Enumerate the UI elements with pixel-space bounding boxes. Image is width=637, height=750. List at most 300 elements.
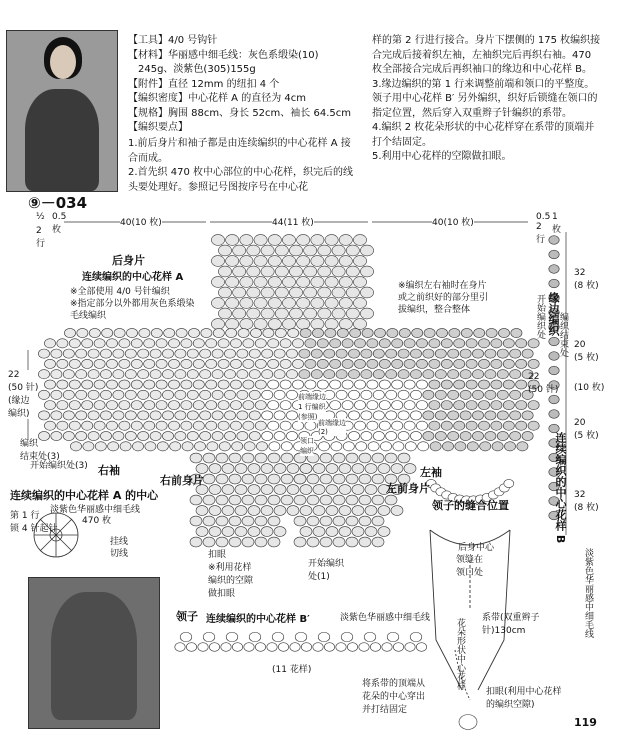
motif-cell: [237, 370, 248, 379]
motif-cell: [454, 359, 465, 368]
motif-cell: [209, 643, 219, 652]
vdim-4: 20 (5 枚): [574, 418, 599, 441]
motif-cell: [226, 277, 239, 288]
step-4: 4.编织 2 枚花朵形状的中心花样穿在系带的顶端并打个结固定。: [372, 122, 595, 148]
motif-cell: [348, 411, 359, 420]
motif-cell: [362, 328, 373, 337]
motif-cell: [510, 411, 521, 420]
motif-cell: [216, 474, 228, 484]
motif-cell: [282, 319, 295, 330]
motif-cell: [168, 339, 179, 348]
motif-cell: [392, 401, 403, 410]
motif-cell: [353, 256, 366, 267]
motif-cell: [354, 380, 365, 389]
motif-cell: [70, 442, 81, 451]
motif-cell: [281, 495, 293, 505]
motif-cell: [346, 453, 358, 463]
motif-cell: [100, 390, 111, 399]
motif-cell: [229, 453, 241, 463]
motif-cell: [474, 328, 485, 337]
motif-cell: [318, 442, 329, 451]
motif-cell: [346, 287, 359, 298]
motif-cell: [392, 359, 403, 368]
motif-cell: [88, 411, 99, 420]
motif-cell: [346, 495, 358, 505]
motif-cell: [374, 328, 385, 337]
motif-cell: [156, 339, 167, 348]
motif-cell: [398, 370, 409, 379]
motif-cell: [255, 453, 267, 463]
motif-cell: [254, 235, 267, 246]
motif-cell: [286, 431, 297, 440]
motif-cell: [268, 339, 279, 348]
motif-cell: [162, 431, 173, 440]
motif-cell: [410, 632, 422, 642]
motif-cell: [339, 277, 352, 288]
motif-cell: [218, 401, 229, 410]
motif-cell: [324, 643, 334, 652]
motif-cell: [313, 643, 323, 652]
motif-cell: [242, 474, 254, 484]
motif-cell: [372, 453, 384, 463]
motif-cell: [255, 537, 267, 547]
motif-cell: [76, 431, 87, 440]
motif-cell: [181, 359, 192, 368]
motif-cell: [294, 495, 306, 505]
motif-cell: [292, 380, 303, 389]
motif-cell: [528, 401, 539, 410]
motif-cell: [348, 390, 359, 399]
legend-slip: 挂线: [110, 537, 129, 547]
motif-cell: [240, 319, 253, 330]
motif-cell: [346, 537, 358, 547]
edge-label: 缘边编织: [547, 292, 560, 336]
left-end: 编织 结束处(3): [20, 439, 60, 462]
motif-cell: [82, 380, 93, 389]
motif-cell: [352, 464, 364, 474]
motif-cell: [380, 442, 391, 451]
motif-cell: [232, 643, 242, 652]
motif-cell: [190, 453, 202, 463]
motif-cell: [244, 643, 254, 652]
motif-cell: [478, 380, 489, 389]
motif-cell: [454, 380, 465, 389]
motif-cell: [379, 401, 390, 410]
motif-cell: [282, 298, 295, 309]
motif-cell: [88, 349, 99, 358]
motif-cell: [332, 245, 345, 256]
motif-cell: [491, 359, 502, 368]
motif-cell: [237, 431, 248, 440]
motif-cell: [57, 339, 68, 348]
motif-cell: [299, 370, 310, 379]
motif-cell: [272, 632, 284, 642]
motif-cell: [216, 537, 228, 547]
motif-cell: [57, 359, 68, 368]
motif-cell: [416, 421, 427, 430]
motif-cell: [221, 643, 231, 652]
motif-cell: [330, 339, 341, 348]
motif-cell: [549, 236, 559, 245]
motif-cell: [243, 359, 254, 368]
motif-cell: [64, 328, 75, 337]
right-sleeve-label: 右袖: [98, 464, 120, 477]
motif-cell: [472, 370, 483, 379]
motif-cell: [150, 390, 161, 399]
motif-cell: [206, 380, 217, 389]
step-1: 1.前后身片和袖子都是由连续编织的中心花样 A 接合而成。: [128, 138, 351, 164]
motif-cell: [294, 537, 306, 547]
motif-cell: [226, 298, 239, 309]
motif-cell: [497, 370, 508, 379]
motif-cell: [157, 442, 168, 451]
motif-cell: [230, 339, 241, 348]
motif-cell: [320, 474, 332, 484]
model-photo-bottom: [28, 577, 160, 729]
motif-cell: [131, 339, 142, 348]
note-all: ※全部使用 4/0 号针编织: [70, 287, 170, 297]
motif-cell: [305, 339, 316, 348]
motif-cell: [44, 421, 55, 430]
motif-cell: [162, 411, 173, 420]
motif-cell: [261, 527, 273, 537]
motif-cell: [226, 319, 239, 330]
motif-cell: [255, 380, 266, 389]
motif-cell: [348, 431, 359, 440]
motif-cell: [102, 328, 113, 337]
motif-cell: [186, 643, 196, 652]
motif-cell: [156, 359, 167, 368]
note-sleeve-3: 拔编织，整合整体: [398, 305, 471, 315]
motif-cell: [441, 359, 452, 368]
motif-cell: [233, 245, 246, 256]
motif-cell: [313, 527, 325, 537]
motif-cell: [51, 370, 62, 379]
motif-cell: [466, 421, 477, 430]
motif-cell: [175, 431, 186, 440]
motif-cell: [504, 479, 514, 487]
motif-cell: [38, 349, 49, 358]
motif-cell: [76, 411, 87, 420]
motif-cell: [125, 431, 136, 440]
motif-cell: [311, 298, 324, 309]
motif-cell: [485, 411, 496, 420]
motif-cell: [224, 411, 235, 420]
motif-cell: [211, 256, 224, 267]
motif-cell: [311, 235, 324, 246]
edge-end: 编织结束处: [558, 312, 568, 357]
motif-cell: [229, 495, 241, 505]
motif-cell: [398, 411, 409, 420]
motif-cell: [311, 319, 324, 330]
motif-cell: [435, 370, 446, 379]
motif-cell: [480, 442, 491, 451]
motif-cell: [448, 411, 459, 420]
motif-cell: [181, 401, 192, 410]
motif-cell: [320, 495, 332, 505]
motif-cell: [237, 390, 248, 399]
motif-cell: [113, 390, 124, 399]
dim-left-motifs: 0.5 枚: [52, 212, 67, 235]
motif-cell: [212, 370, 223, 379]
motif-cell: [466, 359, 477, 368]
motif-cell: [212, 349, 223, 358]
motif-cell: [250, 328, 261, 337]
motif-cell: [213, 328, 224, 337]
motif-cell: [200, 411, 211, 420]
motif-cell: [275, 328, 286, 337]
motif-cell: [247, 308, 260, 319]
motif-cell: [94, 401, 105, 410]
motif-cell: [359, 474, 371, 484]
motif-cell: [209, 464, 221, 474]
motif-cell: [106, 401, 117, 410]
motif-cell: [442, 442, 453, 451]
motif-cell: [162, 349, 173, 358]
motif-cell: [69, 421, 80, 430]
motif-cell: [429, 401, 440, 410]
motif-cell: [261, 266, 274, 277]
motif-cell: [398, 453, 410, 463]
motif-cell: [386, 390, 397, 399]
motif-cell: [404, 359, 415, 368]
motif-cell: [549, 410, 559, 419]
motif-cell: [516, 359, 527, 368]
spec-key-points: 【编织要点】: [128, 122, 188, 133]
motif-cell: [187, 431, 198, 440]
motif-cell: [365, 485, 377, 495]
motif-cell: [300, 527, 312, 537]
motif-cell: [95, 442, 106, 451]
collar-width: (11 花样): [272, 665, 312, 675]
motif-cell: [504, 442, 515, 451]
motif-cell: [373, 370, 384, 379]
motif-cell: [336, 370, 347, 379]
motif-cell: [168, 421, 179, 430]
motif-cell: [44, 401, 55, 410]
motif-cell: [69, 401, 80, 410]
motif-cell: [286, 349, 297, 358]
motif-cell: [106, 380, 117, 389]
motif-cell: [353, 235, 366, 246]
motif-cell: [320, 453, 332, 463]
vdim-1: 32 (8 枚): [574, 268, 599, 291]
motif-cell: [346, 516, 358, 526]
motif-cell: [304, 245, 317, 256]
motif-cell: [263, 328, 274, 337]
left-start: 开始编织处(3): [30, 461, 88, 471]
motif-cell: [269, 442, 280, 451]
motif-cell: [275, 245, 288, 256]
motif-cell: [94, 380, 105, 389]
motif-cell: [287, 464, 299, 474]
motif-cell: [282, 277, 295, 288]
motif-a-count: 470 枚: [82, 516, 112, 526]
note-sleeve: ※编织左右袖时在身片: [398, 281, 487, 291]
motif-cell: [485, 431, 496, 440]
motif-cell: [240, 277, 253, 288]
motif-cell: [203, 453, 215, 463]
motif-cell: [429, 359, 440, 368]
motif-cell: [206, 359, 217, 368]
motif-cell: [190, 495, 202, 505]
vdim-5: 32 (8 枚): [574, 490, 599, 513]
motif-cell: [459, 715, 477, 730]
motif-cell: [248, 527, 260, 537]
motif-cell: [398, 431, 409, 440]
motif-cell: [187, 370, 198, 379]
motif-cell: [113, 431, 124, 440]
motif-cell: [398, 349, 409, 358]
motif-cell: [114, 328, 125, 337]
motif-cell: [262, 349, 273, 358]
motif-cell: [346, 308, 359, 319]
motif-cell: [255, 401, 266, 410]
motif-cell: [292, 359, 303, 368]
spec-accessory: 【附件】直径 12mm 的纽扣 4 个: [128, 78, 280, 90]
motif-cell: [235, 527, 247, 537]
motif-cell: [410, 431, 421, 440]
motif-cell: [300, 464, 312, 474]
collar-sub: 连续编织的中心花样 B′: [206, 614, 310, 625]
motif-cell: [454, 401, 465, 410]
motif-cell: [188, 328, 199, 337]
motif-cell: [144, 339, 155, 348]
motif-cell: [472, 390, 483, 399]
motif-cell: [274, 527, 286, 537]
motif-cell: [63, 411, 74, 420]
motif-cell: [416, 339, 427, 348]
motif-cell: [326, 506, 338, 516]
motif-b-label: 连续编织的中心花样 B: [554, 432, 567, 544]
motif-cell: [392, 339, 403, 348]
motif-cell: [549, 265, 559, 274]
motif-cell: [354, 421, 365, 430]
motif-cell: [301, 643, 311, 652]
motif-cell: [423, 390, 434, 399]
motif-cell: [373, 390, 384, 399]
motif-cell: [181, 339, 192, 348]
motif-cell: [196, 506, 208, 516]
motif-cell: [44, 339, 55, 348]
motif-cell: [318, 266, 331, 277]
motif-cell: [352, 485, 364, 495]
motif-cell: [346, 266, 359, 277]
motif-cell: [203, 632, 215, 642]
motif-cell: [387, 328, 398, 337]
motif-cell: [261, 245, 274, 256]
motif-cell: [119, 401, 130, 410]
motif-cell: [218, 308, 231, 319]
motif-cell: [342, 359, 353, 368]
motif-cell: [211, 319, 224, 330]
step-2-cont: 样的第 2 行进行接合。身片下摆侧的 175 枚编织接合完成后接着织左袖，左袖织完后再织右袖。470 枚全部接合完成后再织袖口的缘边和中心花样 B。: [372, 35, 601, 75]
motif-cell: [466, 401, 477, 410]
motif-cell: [304, 266, 317, 277]
motif-cell: [212, 411, 223, 420]
motif-cell: [346, 245, 359, 256]
motif-cell: [235, 485, 247, 495]
motif-cell: [119, 339, 130, 348]
motif-cell: [342, 380, 353, 389]
motif-cell: [164, 328, 175, 337]
motif-cell: [429, 421, 440, 430]
motif-cell: [255, 643, 265, 652]
motif-cell: [497, 411, 508, 420]
motif-cell: [497, 431, 508, 440]
motif-cell: [332, 287, 345, 298]
motif-cell: [254, 277, 267, 288]
motif-cell: [448, 349, 459, 358]
spec-material-2: 245g、淡紫色(305)155g: [138, 64, 256, 75]
motif-cell: [342, 401, 353, 410]
motif-cell: [235, 464, 247, 474]
motif-cell: [249, 632, 261, 642]
motif-cell: [325, 277, 338, 288]
motif-cell: [333, 537, 345, 547]
motif-cell: [367, 401, 378, 410]
vdim-2: 20 (5 枚): [574, 340, 599, 363]
motif-cell: [311, 256, 324, 267]
collar-sew: 领缝在 领口处: [456, 555, 484, 578]
motif-cell: [226, 256, 239, 267]
motif-cell: [467, 442, 478, 451]
motif-cell: [125, 349, 136, 358]
motif-cell: [138, 370, 149, 379]
motif-cell: [441, 339, 452, 348]
motif-cell: [218, 380, 229, 389]
motif-cell: [268, 235, 281, 246]
motif-cell: [255, 359, 266, 368]
motif-cell: [268, 421, 279, 430]
spec-gauge: 【编织密度】中心花样 A 的直径为 4cm: [128, 93, 306, 104]
motif-cell: [307, 537, 319, 547]
motif-cell: [485, 390, 496, 399]
motif-cell: [348, 349, 359, 358]
motif-cell: [63, 431, 74, 440]
motif-cell: [435, 411, 446, 420]
motif-cell: [332, 308, 345, 319]
motif-cell: [255, 495, 267, 505]
motif-cell: [454, 339, 465, 348]
motif-cell: [282, 235, 295, 246]
motif-cell: [372, 537, 384, 547]
motif-cell: [339, 527, 351, 537]
motif-cell: [393, 643, 403, 652]
motif-cell: [393, 442, 404, 451]
motif-cell: [244, 442, 255, 451]
motif-cell: [307, 495, 319, 505]
motif-cell: [405, 442, 416, 451]
motif-cell: [511, 328, 522, 337]
motif-cell: [313, 464, 325, 474]
back-center: 后身中心: [458, 543, 495, 553]
motif-cell: [478, 339, 489, 348]
motif-cell: [305, 421, 316, 430]
motif-cell: [378, 464, 390, 474]
motif-cell: [240, 298, 253, 309]
motif-cell: [510, 370, 521, 379]
motif-cell: [254, 298, 267, 309]
motif-cell: [359, 537, 371, 547]
tie-end-note: 将系带的顶端从 花朵的中心穿出 并打结固定: [362, 679, 426, 715]
motif-cell: [187, 390, 198, 399]
motif-cell: [138, 349, 149, 358]
left-front-label: 左前身片: [386, 482, 430, 495]
motif-cell: [77, 328, 88, 337]
motif-cell: [549, 250, 559, 259]
motif-cell: [460, 431, 471, 440]
